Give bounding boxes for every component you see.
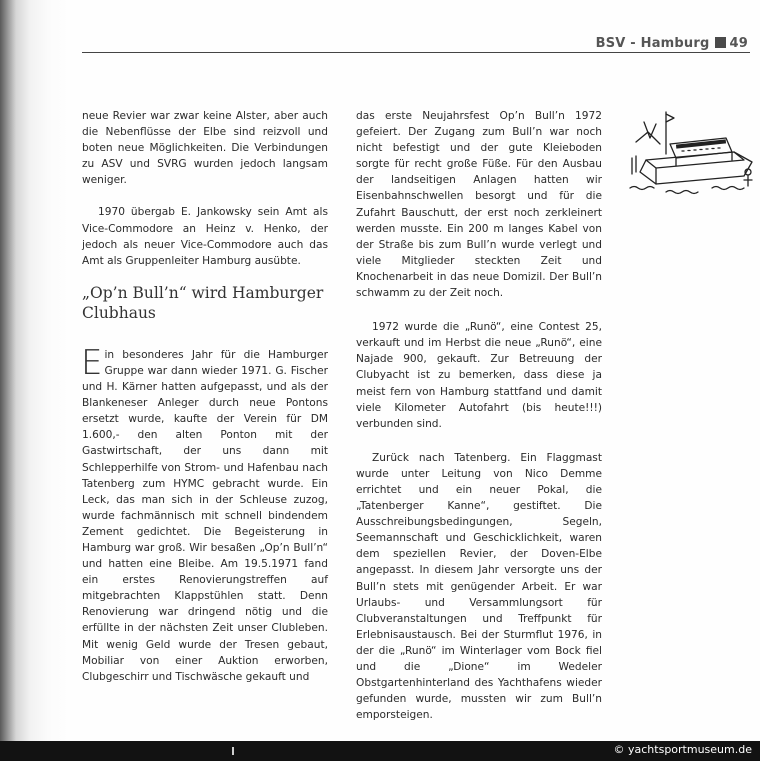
page-number: 49 (729, 36, 748, 51)
header-rule (82, 52, 750, 53)
watermark: © yachtsportmuseum.de (613, 743, 752, 756)
drop-cap: E (81, 342, 103, 383)
section-heading: „Op’n Bull’n“ wird Hamburger Clubhaus (82, 283, 324, 322)
bar-mark (232, 747, 234, 755)
paragraph: neue Revier war zwar keine Alster, aber auch die Nebenflüsse der Elbe sind reizvoll und boten neue Möglichkeiten. Die Verbindungen zu ASV und SVRG wurden jedoch langsam weniger. (82, 110, 328, 187)
paragraph: 1972 wurde die „Runö“, eine Contest 25, verkauft und im Herbst die neue „Runö“, eine Najade 900, gekauft. Zur Betreuung der Clubyacht ist zu bemerken, dass diese ja meist fern von Hamburg stattfand und damit viele Kilometer Autofahrt (bis heute!!!) verbunden sind. (356, 321, 602, 430)
square-bullet-icon (715, 37, 726, 48)
paragraph: Zurück nach Tatenberg. Ein Flaggmast wurde unter Leitung von Nico Demme errichtet und ein neuer Pokal, die „Tatenberger Kanne“, gestiftet. Die Ausschreibungsbedingungen, Segeln, Seemannschaft und Geschicklichkeit, waren dem speziellen Revier, der Doven-Elbe angepasst. In diesem Jahr versorgte uns der Bull’n stets mit genügender Arbeit. Er war Urlaubs- und Versammlungsort für Clubveranstaltungen und Treffpunkt für Erlebnisaustausch. Bei der Sturmflut 1976, in der die „Runö“ im Winterlager vom Bock fiel und die „Dione“ im Wedeler Obstgartenhinterland des Yachthafens wieder gefunden wurde, mussten wir zum Bull’n emporsteigen. (356, 451, 602, 722)
right-column (356, 108, 602, 723)
bottom-black-bar (0, 741, 760, 761)
running-title: BSV - Hamburg (595, 36, 710, 51)
running-header (596, 36, 748, 51)
paragraph-with-dropcap (81, 342, 328, 685)
paragraph-text: in besonderes Jahr für die Hamburger Gruppe war dann wieder 1971. G. Fischer und H. Kärner hatten aufgepasst, und als der Blankeneser Anleger durch neue Pontons ersetzt wurde, kaufte der Verein für DM 1.600,- den alten Ponton mit der Gastwirtschaft, der uns dann mit Schlepperhilfe von Strom- und Hafenbau nach Tatenberg zum HYMC gebracht wurde. Ein Leck, das man sich in der Schleuse zuzog, wurde fachmännisch mit schnell bindendem Zement gedichtet. Die Begeisterung in Hamburg war groß. Wir besaßen „Op’n Bull’n“ und hatten eine Bleibe. Am 19.5.1971 fand ein erstes Renovierungstreffen auf mitgebrachten Klappstühlen statt. Denn Renovierung war dringend nötig und die erfüllte in der nächsten Zeit unser Clubleben. Mit wenig Geld wurde der Tresen gebaut, Mobiliar von einer Auktion erworben, Clubgeschirr und Tischwäsche gekauft und (82, 348, 328, 683)
clubhouse-pontoon-sketch (626, 102, 758, 202)
paragraph: 1970 übergab E. Jankowsky sein Amt als Vice-Commodore an Heinz v. Henko, der jedoch als neuer Vice-Commodore auch das Amt als Gruppenleiter Hamburg ausübte. (82, 206, 328, 267)
paragraph: das erste Neujahrsfest Op’n Bull’n 1972 gefeiert. Der Zugang zum Bull’n war noch nicht befestigt und der gute Kleieboden sorgte für recht große Füße. Für den Ausbau der landseitigen Anlagen hatten wir Eisenbahnschwellen besorgt und für die Zufahrt Bauschutt, der erst noch zerkleinert werden musste. Ein 200 m langes Kabel von der Straße bis zum Bull’n wurde verlegt und viele Mitglieder steckten Zeit und Knochenarbeit in das neue Domizil. Der Bull’n schwamm zu der Zeit noch. (356, 110, 602, 300)
left-column (82, 108, 328, 685)
